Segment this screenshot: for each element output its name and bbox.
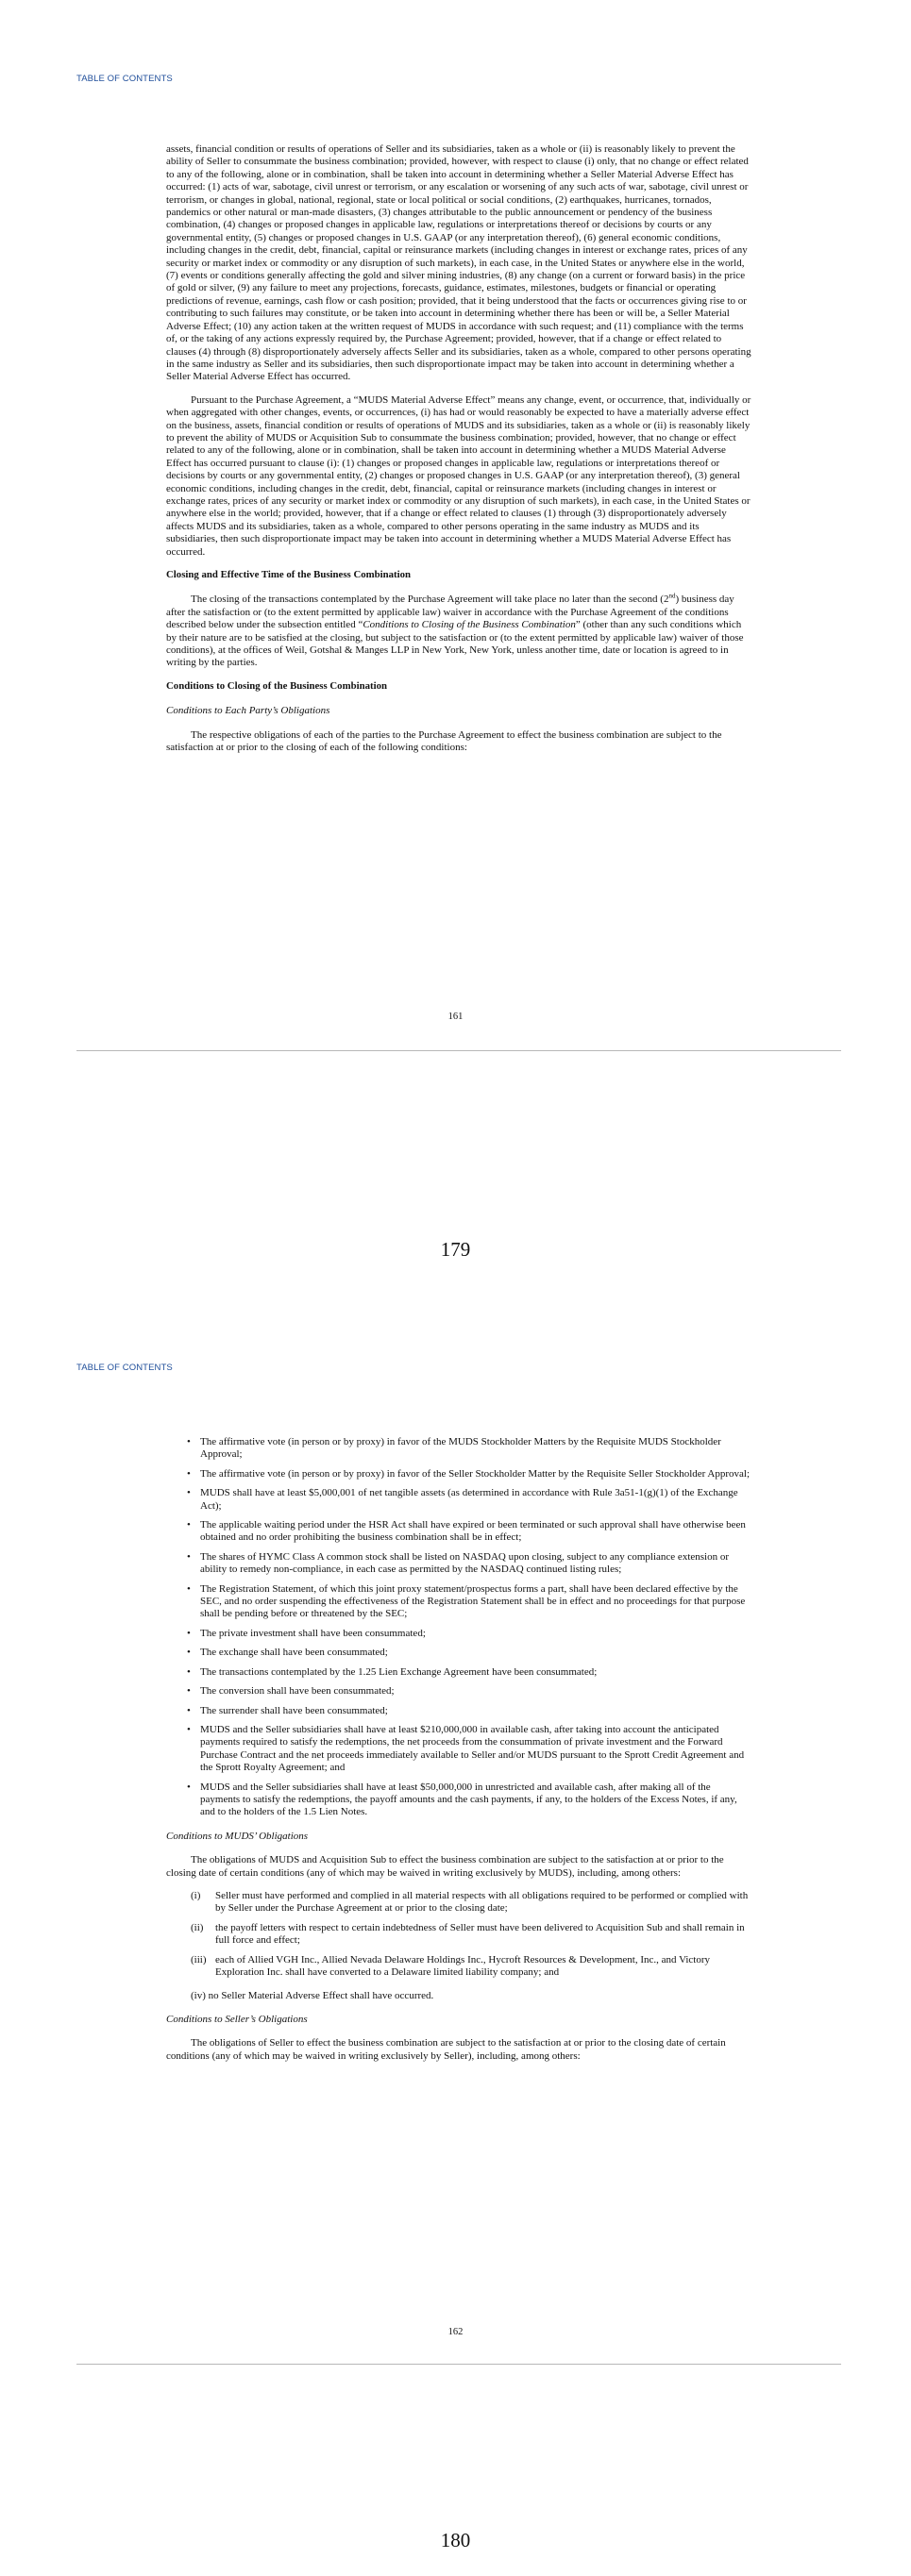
list-item: • The private investment shall have been consummated; (187, 1627, 426, 1639)
ordinal-superscript: nd (668, 592, 676, 600)
each-party-paragraph: The respective obligations of each of the parties to the Purchase Agreement to effect the business combination are subject to the satisfaction at or prior to the closing of each of the following conditions: (166, 728, 722, 754)
list-item: • MUDS and the Seller subsidiaries shall have at least $50,000,000 in unrestricted and available cash, after making all of the payments to satisfy the redemptions, the payoff amounts and the cash payments, if any, to the holders of the Excess Notes, if any, and to the holders of the 1.5 Lien Notes. (187, 1781, 737, 1818)
table-of-contents-link[interactable]: TABLE OF CONTENTS (76, 1363, 173, 1373)
page-2-body (166, 1436, 751, 2073)
page-divider (76, 1050, 841, 1051)
muds-conditions-list (166, 1890, 751, 1979)
conditions-to-closing-heading: Conditions to Closing of the Business Combination (166, 679, 387, 692)
list-item: • The Registration Statement, of which this joint proxy statement/prospectus forms a part, shall have been declared effective by the SEC, and no order suspending the effectiveness of the Registration Statement shall be in effect and no proceedings for that purpose shall be pending before or threatened by the SEC; (187, 1582, 746, 1620)
closing-conditions-list (166, 1436, 751, 1819)
conditions-reference: Conditions to Closing of the Business Combination (363, 619, 576, 631)
list-item: • MUDS and the Seller subsidiaries shall have at least $210,000,000 in available cash, after taking into account the anticipated payments required to satisfy the redemptions, the net proceeds from the consummation of private investment and the Forward Purchase Contract and the net proceeds immediately available to Seller and/or MUDS pursuant to the Sprott Credit Agreement and the Sprott Royalty Agreement; and (187, 1723, 745, 1774)
list-item: • The exchange shall have been consummated; (187, 1647, 388, 1659)
muds-obligations-subheading: Conditions to MUDS’ Obligations (166, 1830, 309, 1842)
list-item: • The applicable waiting period under the HSR Act shall have expired or been terminated or such approval shall have otherwise been obtained and no order prohibiting the business combination shall be in effect; (187, 1519, 746, 1544)
closing-effective-time-heading: Closing and Effective Time of the Business Combination (166, 569, 412, 580)
each-party-obligations-subheading: Conditions to Each Party’s Obligations (166, 705, 330, 717)
page-number-179: 179 (440, 1238, 471, 1261)
list-item: (iii) each of Allied VGH Inc., Allied Nevada Delaware Holdings Inc., Hycroft Resources & Development, Inc., and Victory Exploration Inc. shall have converted to a Delaware limited liability company; and (191, 1953, 711, 1978)
list-item: • The surrender shall have been consummated; (187, 1704, 388, 1716)
page-number-180: 180 (440, 2529, 471, 2551)
muds-obligations-paragraph: The obligations of MUDS and Acquisition Sub to effect the business combination are subject to the satisfaction at or prior to the closing date of certain conditions (any of which may be waived in writing exclusively by MUDS), including, among others: (166, 1854, 724, 1879)
page-folio-161: 161 (447, 1012, 464, 1022)
table-of-contents-link[interactable]: TABLE OF CONTENTS (76, 74, 173, 84)
muds-mae-paragraph: Pursuant to the Purchase Agreement, a “MUDS Material Adverse Effect” means any change, event, or occurrence, that, individually or when aggregated with other changes, events, or occurrences, (i) has had or would reasonably be expected to have a materially adverse effect on the business, assets, financial condition or results of operations of MUDS and its subsidiaries, taken as a whole or (ii) is reasonably likely to prevent the ability of MUDS or Acquisition Sub to consummate the business combination; provided, however, that no change or effect related to any of the following, alone or in combination, shall be taken into account in determining whether a MUDS Material Adverse Effect has occurred pursuant to clause (i): (1) changes or proposed changes in applicable law, regulations or interpretations thereof or decisions by courts or any governmental entity, (2) changes or proposed changes in U.S. GAAP (or any interpretation thereof), (3) general economic conditions, including changes in the credit, debt, financial, capital or reinsurance markets (including changes in interest or exchange rates, prices of any security or market index or commodity or any disruption of such markets), in each case, in the United States or anywhere else in the world; provided, however, that if a change or effect related to clauses (1) through (3) disproportionately adversely affects MUDS and its subsidiaries, taken as a whole, compared to other persons operating in the same industry as MUDS and its subsidiaries, then such disproportionate impact may be taken into account in determining whether a MUDS Material Adverse Effect has occurred. (166, 393, 751, 558)
list-item: • The affirmative vote (in person or by proxy) in favor of the Seller Stockholder Matter by the Requisite Seller Stockholder Approval; (187, 1467, 751, 1480)
seller-obligations-paragraph: The obligations of Seller to effect the business combination are subject to the satisfaction at or prior to the closing date of certain conditions (any of which may be waived in writing exclusively by Seller), including, among others: (166, 2037, 726, 2062)
seller-obligations-subheading: Conditions to Seller’s Obligations (166, 2013, 308, 2025)
list-item: • The transactions contemplated by the 1.25 Lien Exchange Agreement have been consummated; (187, 1665, 598, 1678)
closing-paragraph: The closing of the transactions contemplated by the Purchase Agreement will take place no later than the second (2nd) business day after the satisfaction or (to the extent permitted by applicable law) waiver in accordance with the Purchase Agreement of the conditions described below under the subsection entitled “Conditions to Closing of the Business Combination” (other than any such conditions which by their nature are to be satisfied at the closing, but subject to the satisfaction or (to the extent permitted by applicable law) waiver of those conditions), at the offices of Weil, Gotshal & Manges LLP in New York, New York, unless another time, date or location is agreed to in writing by the parties. (166, 592, 744, 669)
seller-mae-paragraph: assets, financial condition or results of operations of Seller and its subsidiaries, taken as a whole or (ii) is reasonably likely to prevent the ability of Seller to consummate the business combination; provided, however, with respect to clause (i) only, that no change or effect related to any of the following, alone or in combination, shall be taken into account in determining whether a Seller Material Adverse Effect has occurred: (1) acts of war, sabotage, civil unrest or terrorism, or any escalation or worsening of any such acts of war, sabotage, civil unrest or terrorism, or changes in global, national, regional, state or local political or social conditions, (2) earthquakes, hurricanes, tornados, pandemics or other natural or man-made disasters, (3) changes attributable to the public announcement or pendency of the business combination, (4) changes or proposed changes in applicable law, regulations or interpretations thereof or decisions by courts or any governmental entity, (5) changes or proposed changes in U.S. GAAP (or any interpretation thereof), (6) general economic conditions, including changes in the credit, debt, financial, capital or reinsurance markets (including changes in interest or exchange rates, prices of any security or market index or commodity or any disruption of such markets), in each case, in the United States or anywhere else in the world, (7) events or conditions generally affecting the gold and silver mining industries, (8) any change (on a current or forward basis) in the price of gold or silver, (9) any failure to meet any projections, forecasts, guidance, estimates, milestones, budgets or financial or operating predictions of revenue, earnings, cash flow or cash position; provided, that it being understood that the facts or occurrences giving rise to or contributing to such failures may constitute, or be taken into account in determining whether there has been or will be, a Seller Material Adverse Effect; (10) any action taken at the written request of MUDS in accordance with such request; and (11) compliance with the terms of, or the taking of any actions expressly required by, the Purchase Agreement; provided, however, that if a change or effect related to clauses (4) through (8) disproportionately adversely affects Seller and its subsidiaries, taken as a whole, compared to other persons operating in the same industry as Seller and its subsidiaries, then such disproportionate impact may be taken into account in determining whether a Seller Material Adverse Effect has occurred. (166, 143, 751, 383)
list-item: • The affirmative vote (in person or by proxy) in favor of the MUDS Stockholder Matters by the Requisite MUDS Stockholder Approval; (187, 1436, 721, 1461)
condition-iv: (iv) no Seller Material Adverse Effect shall have occurred. (191, 1990, 434, 2002)
list-item: • The shares of HYMC Class A common stock shall be listed on NASDAQ upon closing, subject to any compliance extension or ability to remedy non-compliance, in each case as permitted by the NASDAQ continued listing rules; (187, 1550, 730, 1576)
list-item: • MUDS shall have at least $5,000,001 of net tangible assets (as determined in accordance with Rule 3a51-1(g)(1) of the Exchange Act); (187, 1487, 738, 1512)
page-divider (76, 2364, 841, 2365)
list-item: (ii) the payoff letters with respect to certain indebtedness of Seller must have been delivered to Acquisition Sub and shall remain in full force and effect; (191, 1921, 745, 1947)
list-item: (i) Seller must have performed and complied in all material respects with all obligations required to be performed or complied with by Seller under the Purchase Agreement at or prior to the closing date; (191, 1889, 749, 1915)
list-item: • The conversion shall have been consummated; (187, 1685, 395, 1698)
page-folio-162: 162 (447, 2327, 464, 2337)
page-1-body (166, 143, 751, 764)
